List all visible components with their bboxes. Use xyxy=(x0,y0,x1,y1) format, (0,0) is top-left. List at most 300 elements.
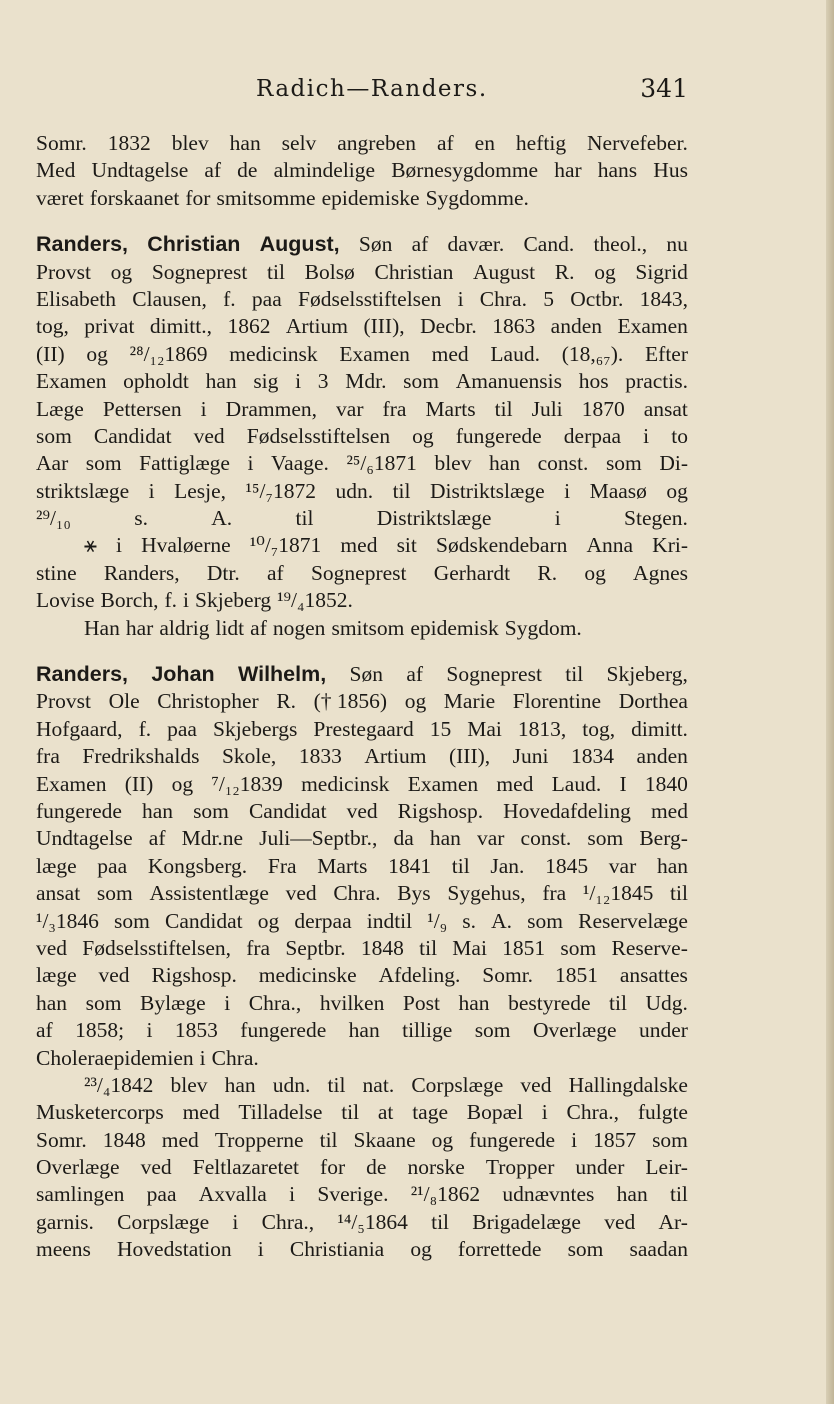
text-line xyxy=(36,1181,688,1208)
word: anden xyxy=(550,314,602,339)
word: f. xyxy=(138,716,152,741)
word: 1843, xyxy=(639,286,688,311)
word: til xyxy=(609,990,627,1015)
text-line xyxy=(36,450,688,477)
word: 1834 xyxy=(571,744,615,769)
word: paa xyxy=(146,1182,177,1207)
word: Elisabeth xyxy=(36,286,117,311)
word: dimitt. xyxy=(631,716,688,741)
word: s. xyxy=(134,506,148,531)
word: sig xyxy=(253,369,279,394)
word: Sygdomme. xyxy=(425,185,529,210)
word: til xyxy=(341,1100,360,1125)
word: selv xyxy=(281,131,317,155)
word: i xyxy=(564,478,571,503)
word: fungerede xyxy=(469,1127,556,1152)
word: Somr. xyxy=(36,131,87,155)
word: af xyxy=(411,232,429,257)
entry-name: Christian xyxy=(147,232,241,257)
word: og xyxy=(594,259,616,284)
word: Hvaløerne xyxy=(141,533,231,558)
word: medicinsk xyxy=(229,341,318,366)
word: hans xyxy=(597,158,638,183)
word: for xyxy=(320,1155,346,1180)
text-line xyxy=(36,716,688,743)
word: Artium xyxy=(364,744,427,769)
body-text xyxy=(36,130,688,1264)
text-line xyxy=(36,231,688,258)
word: han xyxy=(348,1018,380,1043)
word: at xyxy=(377,1100,394,1125)
word: Di- xyxy=(659,451,688,476)
word: i xyxy=(554,506,561,531)
word: ¹/₁₂1845 xyxy=(582,881,654,906)
word: Fødselsstiftelsen, xyxy=(82,935,231,960)
text-line xyxy=(36,1236,688,1263)
word: som xyxy=(96,881,133,906)
word: davær. xyxy=(447,232,505,257)
word: Dtr. xyxy=(206,560,240,585)
word: Chra. xyxy=(211,1045,259,1070)
word: han xyxy=(224,1072,256,1097)
word: af xyxy=(406,662,424,687)
text-line xyxy=(36,1127,688,1154)
word: const. xyxy=(537,451,589,476)
word: med xyxy=(650,798,688,823)
word: garnis. xyxy=(36,1209,94,1234)
word: ²⁸/₁₂1869 xyxy=(129,341,208,366)
word: været xyxy=(36,185,84,210)
entry-name: Randers, xyxy=(36,662,129,687)
word: Skjebergs xyxy=(213,716,298,741)
word: A. xyxy=(491,908,513,933)
word: til xyxy=(494,396,513,421)
word: som xyxy=(560,935,597,960)
word: Provst xyxy=(36,689,91,714)
text-line xyxy=(36,825,688,852)
word: udn. xyxy=(272,1072,311,1097)
entry-name: Randers, xyxy=(36,232,129,257)
word: i xyxy=(200,396,207,421)
text-line xyxy=(36,1099,688,1126)
entry-name: Wilhelm, xyxy=(238,662,327,687)
word: ¹/₉ xyxy=(427,908,448,933)
word: f. xyxy=(164,588,178,613)
word: Marts xyxy=(317,853,368,878)
word: han xyxy=(489,451,521,476)
paragraph-gap xyxy=(36,642,688,661)
text-line xyxy=(36,661,688,688)
text-line xyxy=(36,130,688,157)
word: Borch, xyxy=(100,588,159,613)
text-line xyxy=(36,798,688,825)
page-header xyxy=(36,76,688,110)
word: Skole, xyxy=(221,744,277,769)
word: Jan. xyxy=(490,853,525,878)
word: og xyxy=(412,423,434,448)
word: Bopæl xyxy=(466,1100,523,1125)
word: som xyxy=(193,798,229,823)
word: Anna xyxy=(586,533,634,558)
word: Examen xyxy=(617,314,688,339)
word: var xyxy=(477,826,505,851)
word: Drammen, xyxy=(225,396,318,421)
text-line xyxy=(36,935,688,962)
word: som xyxy=(403,369,440,394)
word: til xyxy=(669,1182,688,1207)
word: til xyxy=(565,662,584,687)
word: udnævntes xyxy=(502,1182,595,1207)
word: Distriktslæge xyxy=(429,478,545,503)
word: Provst xyxy=(36,259,91,284)
word: var xyxy=(336,396,364,421)
word: under xyxy=(638,1018,688,1043)
text-line xyxy=(36,1209,688,1236)
word: ved xyxy=(36,935,68,960)
word: for xyxy=(185,185,211,210)
word: af xyxy=(148,826,166,851)
word: Chra., xyxy=(248,990,302,1015)
word: Fredrikshalds xyxy=(82,744,200,769)
word: ved xyxy=(520,1072,552,1097)
text-line xyxy=(36,771,688,798)
word: fra xyxy=(542,881,567,906)
word: og xyxy=(171,771,194,796)
text-line xyxy=(36,1072,688,1099)
word: og xyxy=(86,341,108,366)
word: Sogneprest xyxy=(151,259,248,284)
word: 3 xyxy=(317,369,329,394)
word: Laud. xyxy=(490,341,540,366)
word: hos xyxy=(578,369,609,394)
word: Skaane xyxy=(353,1127,416,1152)
word: af xyxy=(204,158,222,183)
word: Undtagelse xyxy=(36,826,133,851)
word: som xyxy=(474,1018,511,1043)
word: Rigshosp. xyxy=(397,798,484,823)
text-line xyxy=(36,157,688,184)
word: († 1856) xyxy=(313,689,388,714)
text-line xyxy=(36,259,688,286)
word: Juli—Septbr., xyxy=(259,826,378,851)
word: og xyxy=(110,259,133,284)
word: 1853 xyxy=(174,1018,218,1043)
word: R. xyxy=(554,259,575,284)
word: i xyxy=(295,369,302,394)
word: blev xyxy=(171,131,209,155)
word: som xyxy=(567,1237,604,1262)
word: Kongsberg. xyxy=(147,853,248,878)
word: ¹/₃1846 xyxy=(36,908,99,933)
word: Sødskendebarn xyxy=(436,533,568,558)
word: hvilken xyxy=(319,990,385,1015)
word: med xyxy=(161,1127,199,1152)
word: Aar xyxy=(36,451,69,476)
word: Lesje, xyxy=(174,478,227,503)
word: Dorthea xyxy=(618,689,688,714)
word: Fødselsstiftelsen xyxy=(246,423,391,448)
word: derpaa xyxy=(563,423,622,448)
text-line xyxy=(36,587,688,614)
word: Han xyxy=(84,615,120,640)
word: han xyxy=(656,853,688,878)
word: Mai xyxy=(452,935,487,960)
word: af xyxy=(437,131,454,155)
word: Reservelæge xyxy=(578,908,688,933)
word: Berg- xyxy=(639,826,688,851)
word: 1858; xyxy=(75,1018,125,1043)
word: tog, xyxy=(36,314,69,339)
word: forrettede xyxy=(457,1237,542,1262)
word: Candidat xyxy=(248,798,327,823)
word: Chra., xyxy=(566,1100,620,1125)
word: i xyxy=(146,1018,153,1043)
word: Candidat xyxy=(164,908,243,933)
word: paa xyxy=(167,716,197,741)
word: Hovedstation xyxy=(117,1237,232,1262)
word: som xyxy=(587,826,624,851)
word: Chra. xyxy=(333,881,381,906)
word: ved xyxy=(285,881,317,906)
word: som xyxy=(85,451,122,476)
word: Examen xyxy=(339,341,410,366)
word: ¹⁵/₇1872 xyxy=(245,478,316,503)
word: i xyxy=(541,1100,548,1125)
word: Examen xyxy=(36,771,107,796)
word: fungerede xyxy=(455,423,542,448)
word: Hofgaard, xyxy=(36,716,123,741)
word: practis. xyxy=(625,369,688,394)
word: A. xyxy=(211,506,233,531)
word: Sogneprest xyxy=(446,662,542,687)
word: 1813, xyxy=(517,716,567,741)
text-line xyxy=(36,615,688,642)
word: medicinske xyxy=(258,963,357,988)
word: var xyxy=(608,853,637,878)
word: som xyxy=(605,451,642,476)
word: af xyxy=(250,615,267,640)
text-line xyxy=(36,341,688,368)
word: til xyxy=(295,506,314,531)
word: blev xyxy=(434,451,472,476)
word: i xyxy=(257,1237,264,1262)
word: en xyxy=(474,131,495,155)
word: til xyxy=(392,478,411,503)
word: Sigrid xyxy=(635,259,688,284)
word: (III), xyxy=(448,744,491,769)
word: og xyxy=(410,1237,432,1262)
word: i xyxy=(289,1182,296,1207)
word: Vaage. xyxy=(271,451,329,476)
word: Choleraepidemien xyxy=(36,1045,194,1070)
text-line xyxy=(36,853,688,880)
word: Lovise xyxy=(36,588,95,613)
word: fra xyxy=(382,396,407,421)
word: han xyxy=(616,1182,648,1207)
word: 1845 xyxy=(545,853,589,878)
word: han xyxy=(458,990,490,1015)
word: Assistentlæge xyxy=(149,881,269,906)
word: Efter xyxy=(645,341,688,366)
text-line xyxy=(36,908,688,935)
word: to xyxy=(671,423,688,448)
word: 1851 xyxy=(554,963,598,988)
word: paa xyxy=(251,286,282,311)
word: Maasø xyxy=(589,478,647,503)
word: Bys xyxy=(397,881,431,906)
word: paa xyxy=(97,853,128,878)
word: epidemiske xyxy=(321,185,420,210)
word: Fra xyxy=(267,853,297,878)
word: til xyxy=(419,935,438,960)
word: 1848 xyxy=(360,935,404,960)
word: har xyxy=(125,615,154,640)
text-line xyxy=(36,880,688,907)
word: s. xyxy=(462,908,477,933)
word: 1863 xyxy=(492,314,536,339)
word: Ole xyxy=(108,689,140,714)
word: Corpslæge xyxy=(117,1209,210,1234)
word: og xyxy=(257,908,280,933)
word: læge xyxy=(36,963,77,988)
word: sit xyxy=(396,533,417,558)
word: smitsomme xyxy=(216,185,316,210)
word: Fattiglæge xyxy=(139,451,230,476)
word: han xyxy=(205,369,237,394)
word: ²³/₄1842 xyxy=(84,1072,154,1097)
word: ansat xyxy=(36,881,81,906)
word: Stegen. xyxy=(624,506,688,531)
word: Somr. xyxy=(482,963,534,988)
word: i xyxy=(148,478,155,503)
word: og xyxy=(431,1127,454,1152)
word: i xyxy=(183,588,190,613)
word: Somr. xyxy=(36,1127,87,1152)
word: Chra. xyxy=(479,286,527,311)
word: angreben xyxy=(337,131,417,155)
word: til xyxy=(670,881,688,906)
word: Marie xyxy=(443,689,496,714)
word: Børnesygdomme xyxy=(391,158,539,183)
word: ¹⁴/₅1864 xyxy=(337,1209,408,1234)
word: Christopher xyxy=(157,689,259,714)
word: ved xyxy=(98,963,130,988)
word: (18,₆₇). xyxy=(561,341,624,366)
word: bestyrede xyxy=(508,990,591,1015)
word: Sogneprest xyxy=(310,560,407,585)
word: ved xyxy=(346,798,378,823)
word: da xyxy=(393,826,414,851)
word: Brigadelæge xyxy=(472,1209,581,1234)
word: (III), xyxy=(363,314,405,339)
word: smitsom xyxy=(331,615,405,640)
word: fungerede xyxy=(240,1018,327,1043)
word: Overlæge xyxy=(36,1155,120,1180)
word: Tropperne xyxy=(214,1127,304,1152)
text-line xyxy=(36,1045,688,1072)
word: i xyxy=(571,1127,578,1152)
word: Læge xyxy=(36,396,84,421)
word: til xyxy=(327,1072,346,1097)
text-line xyxy=(36,505,688,532)
word: som xyxy=(36,423,72,448)
word: striktslæge xyxy=(36,478,130,503)
word: Musketercorps xyxy=(36,1100,164,1125)
word: i xyxy=(232,1209,239,1234)
word: anden xyxy=(636,744,688,769)
word: nu xyxy=(666,232,688,257)
word: ²⁹/₁₀ xyxy=(36,506,71,531)
word: Examen xyxy=(407,771,479,796)
word: Skjeberg, xyxy=(606,662,688,687)
word: almindelige xyxy=(273,158,376,183)
word: theol., xyxy=(593,232,648,257)
word: til xyxy=(319,1127,338,1152)
word: Marts xyxy=(425,396,476,421)
word: Christian xyxy=(374,259,454,284)
word: til xyxy=(451,853,470,878)
word: til xyxy=(267,259,285,284)
word: i xyxy=(199,1045,206,1070)
word: ²⁵/₆1871 xyxy=(346,451,417,476)
text-line xyxy=(36,1017,688,1044)
word: norske xyxy=(407,1155,465,1180)
word: lidt xyxy=(215,615,245,640)
word: aldrig xyxy=(159,615,210,640)
word: Post xyxy=(402,990,440,1015)
word: udn. xyxy=(335,478,374,503)
word: Mai xyxy=(467,716,502,741)
word: ved xyxy=(193,423,225,448)
word: han xyxy=(36,990,68,1015)
word: og xyxy=(584,560,606,585)
word: Septbr. xyxy=(285,935,346,960)
word: samlingen xyxy=(36,1182,125,1207)
word: 1840 xyxy=(644,771,688,796)
word: opholdt xyxy=(123,369,189,394)
word: Decbr. xyxy=(420,314,477,339)
word: i xyxy=(457,286,464,311)
paragraph-gap xyxy=(36,212,688,231)
word: medicinsk xyxy=(301,771,390,796)
word: fungerede xyxy=(36,798,122,823)
word: epidemisk xyxy=(410,615,499,640)
word: Søn xyxy=(349,662,384,687)
word: Reserve- xyxy=(611,935,688,960)
word: Juni xyxy=(512,744,549,769)
word: fra xyxy=(246,935,271,960)
word: med xyxy=(431,341,469,366)
word: Laud. xyxy=(551,771,602,796)
word: forskaanet xyxy=(89,185,180,210)
word: Afdeling. xyxy=(378,963,461,988)
word: som xyxy=(85,990,122,1015)
word: Cand. xyxy=(523,232,575,257)
text-line xyxy=(36,532,688,559)
word: og xyxy=(404,689,427,714)
word: Axvalla xyxy=(198,1182,267,1207)
entry-name: Johan xyxy=(151,662,215,687)
word: Hovedafdeling xyxy=(503,798,631,823)
word: Distriktslæge xyxy=(376,506,492,531)
word: Gerhardt xyxy=(433,560,511,585)
word: Clausen, xyxy=(132,286,207,311)
text-line xyxy=(36,1154,688,1181)
word: som xyxy=(652,1127,688,1152)
word: ⚹ xyxy=(84,533,97,558)
word: tog, xyxy=(582,716,616,741)
word: Sverige. xyxy=(317,1182,389,1207)
